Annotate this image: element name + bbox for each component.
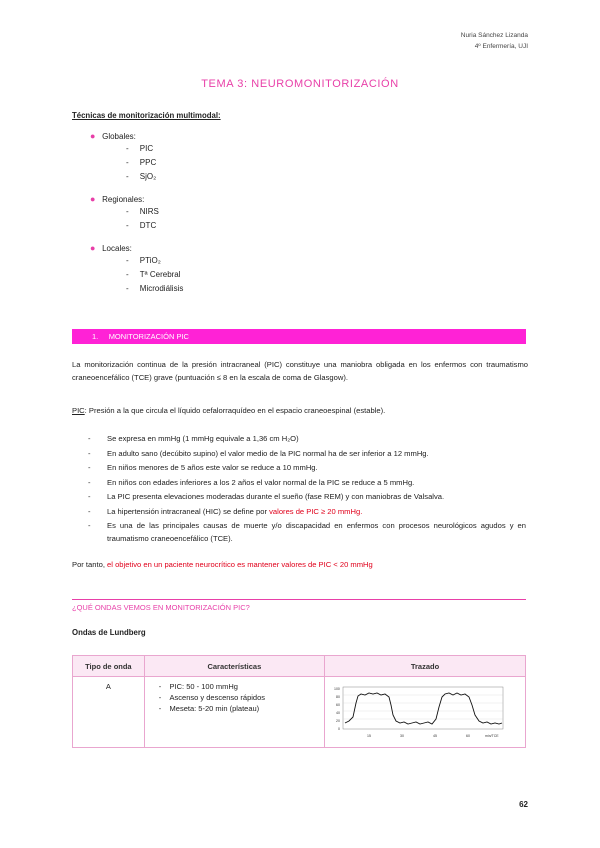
column-header: Características — [144, 656, 324, 677]
feature-item: PIC: 50 - 100 mmHg — [169, 682, 238, 691]
wave-a-trace — [325, 679, 525, 743]
column-header: Tipo de onda — [73, 656, 145, 677]
course-name: 4º Enfermería, UJI — [474, 43, 528, 50]
waves-question-heading: ¿QUÉ ONDAS VEMOS EN MONITORIZACIÓN PIC? — [72, 599, 526, 612]
trace-y-label: 20 — [336, 719, 340, 723]
bullet-icon: ● — [90, 243, 96, 253]
pic-definition — [72, 404, 528, 417]
trace-x-label: 45 — [433, 734, 437, 738]
wave-features: - PIC: 50 - 100 mmHg - Ascenso y descenso rápidos - Meseta: 5-20 min (plateau) — [144, 677, 324, 748]
list-item: PPC — [139, 158, 157, 167]
wave-a-line — [345, 693, 502, 724]
section-number: 1. — [92, 332, 99, 341]
list-item: PIC — [139, 144, 154, 153]
trace-y-label: 100 — [334, 687, 340, 691]
list-item: PTiO₂ — [139, 256, 161, 265]
bullet-icon: ● — [90, 194, 96, 204]
group-locales: ● Locales: - PTiO₂ - Tª Cerebral - Microdiálisis — [90, 243, 184, 293]
conclusion — [72, 558, 528, 571]
trace-y-label: 40 — [336, 711, 340, 715]
techniques-heading: Técnicas de monitorización multimodal: — [72, 111, 221, 120]
trace-y-label: 60 — [336, 703, 340, 707]
trace-x-label: 30 — [400, 734, 404, 738]
page-title: TEMA 3: NEUROMONITORIZACIÓN — [201, 78, 399, 90]
trace-y-label: 0 — [338, 727, 340, 731]
list-item: Microdiálisis — [139, 284, 184, 293]
list-item: NIRS — [139, 207, 159, 216]
column-header: Trazado — [325, 656, 526, 677]
pic-term: PIC — [72, 406, 85, 415]
lundberg-waves-table — [72, 655, 526, 748]
group-label: Locales: — [102, 244, 132, 253]
feature-item: Ascenso y descenso rápidos — [169, 693, 266, 702]
list-item: La hipertensión intracraneal (HIC) se define por — [107, 506, 267, 516]
bullet-icon: ● — [90, 131, 96, 141]
wave-type: A — [73, 677, 145, 748]
table-row — [73, 677, 526, 748]
list-item: Es una de las principales causas de muerte y/o discapacidad en enfermos con procesos neurológicos agudos y en traumatismo craneoencefálico (TCE). — [107, 521, 526, 543]
list-item: DTC — [139, 221, 157, 230]
trace-y-label: 80 — [336, 695, 340, 699]
author-name: Nuria Sánchez Lizanda — [460, 32, 528, 39]
trace-x-label: 60 — [466, 734, 470, 738]
section-heading-bar — [72, 329, 526, 344]
feature-item: Meseta: 5-20 min (plateau) — [169, 704, 260, 713]
group-globales: ● Globales: - PIC - PPC - SjO₂ — [90, 131, 157, 181]
trace-gridlines — [343, 695, 503, 719]
list-item: SjO₂ — [139, 172, 157, 181]
section-label: MONITORIZACIÓN PIC — [108, 332, 189, 341]
group-label: Regionales: — [102, 195, 145, 204]
trace-frame — [343, 687, 503, 729]
trace-x-label: 15 — [367, 734, 371, 738]
pic-facts-list: - Se expresa en mmHg (1 mmHg equivale a 1,36 cm H₂O) - En adulto sano (decúbito supino) el valor medio de la PIC normal ha de ser inferior a 12 mmHg. - En niños menores de 5 años este valor se reduce a 10 mmHg. - En niños con edades inferiores a los 2 años el valor normal de la PIC se reduce a 5 mmHg. - La PIC presenta elevaciones moderadas durante el sueño (fase REM) y con maniobras de Valsalva. - La hipertensión intracraneal (HIC) se define por valores de PIC ≥ 20 mmHg. - Es una de las principales causas de muerte y/o discapacidad en enfermos con procesos neurológicos agudos y en traumatismo craneoencefálico (TCE). — [88, 434, 526, 543]
group-label: Globales: — [102, 132, 136, 141]
hic-threshold: valores de PIC ≥ 20 mmHg. — [269, 506, 363, 516]
pic-definition-text: : Presión a la que circula el líquido cefalorraquídeo en el espacio craneoespinal (estable). — [84, 406, 386, 415]
conclusion-highlight: el objetivo en un paciente neurocrítico es mantener valores de PIC < 20 mmHg — [107, 560, 373, 569]
group-regionales: ● Regionales: - NIRS - DTC — [90, 194, 159, 230]
author-header — [461, 30, 528, 52]
list-item: Se expresa en mmHg (1 mmHg equivale a 1,36 cm H₂O) — [107, 434, 299, 443]
list-item: La PIC presenta elevaciones moderadas durante el sueño (fase REM) y con maniobras de Valsalva. — [107, 492, 445, 501]
lundberg-heading: Ondas de Lundberg — [72, 628, 146, 637]
intro-paragraph: La monitorización continua de la presión intracraneal (PIC) constituye una maniobra obligada en los enfermos con traumatismo craneoencefálico (TCE) grave (puntuación ≤ 8 en la escala de coma de Glasgow). — [72, 360, 528, 382]
list-item: En niños menores de 5 años este valor se reduce a 10 mmHg. — [107, 463, 318, 472]
list-item: En adulto sano (decúbito supino) el valor medio de la PIC normal ha de ser inferior a 12 mmHg. — [107, 448, 429, 458]
list-item: En niños con edades inferiores a los 2 años el valor normal de la PIC se reduce a 5 mmHg. — [107, 477, 415, 487]
conclusion-prefix: Por tanto, — [72, 560, 108, 569]
page-number: 62 — [519, 800, 528, 809]
table-header-row — [73, 656, 526, 677]
trace-x-label: min/TCE — [485, 734, 499, 738]
list-item: Tª Cerebral — [139, 270, 181, 279]
wave-trace-cell — [325, 677, 526, 748]
